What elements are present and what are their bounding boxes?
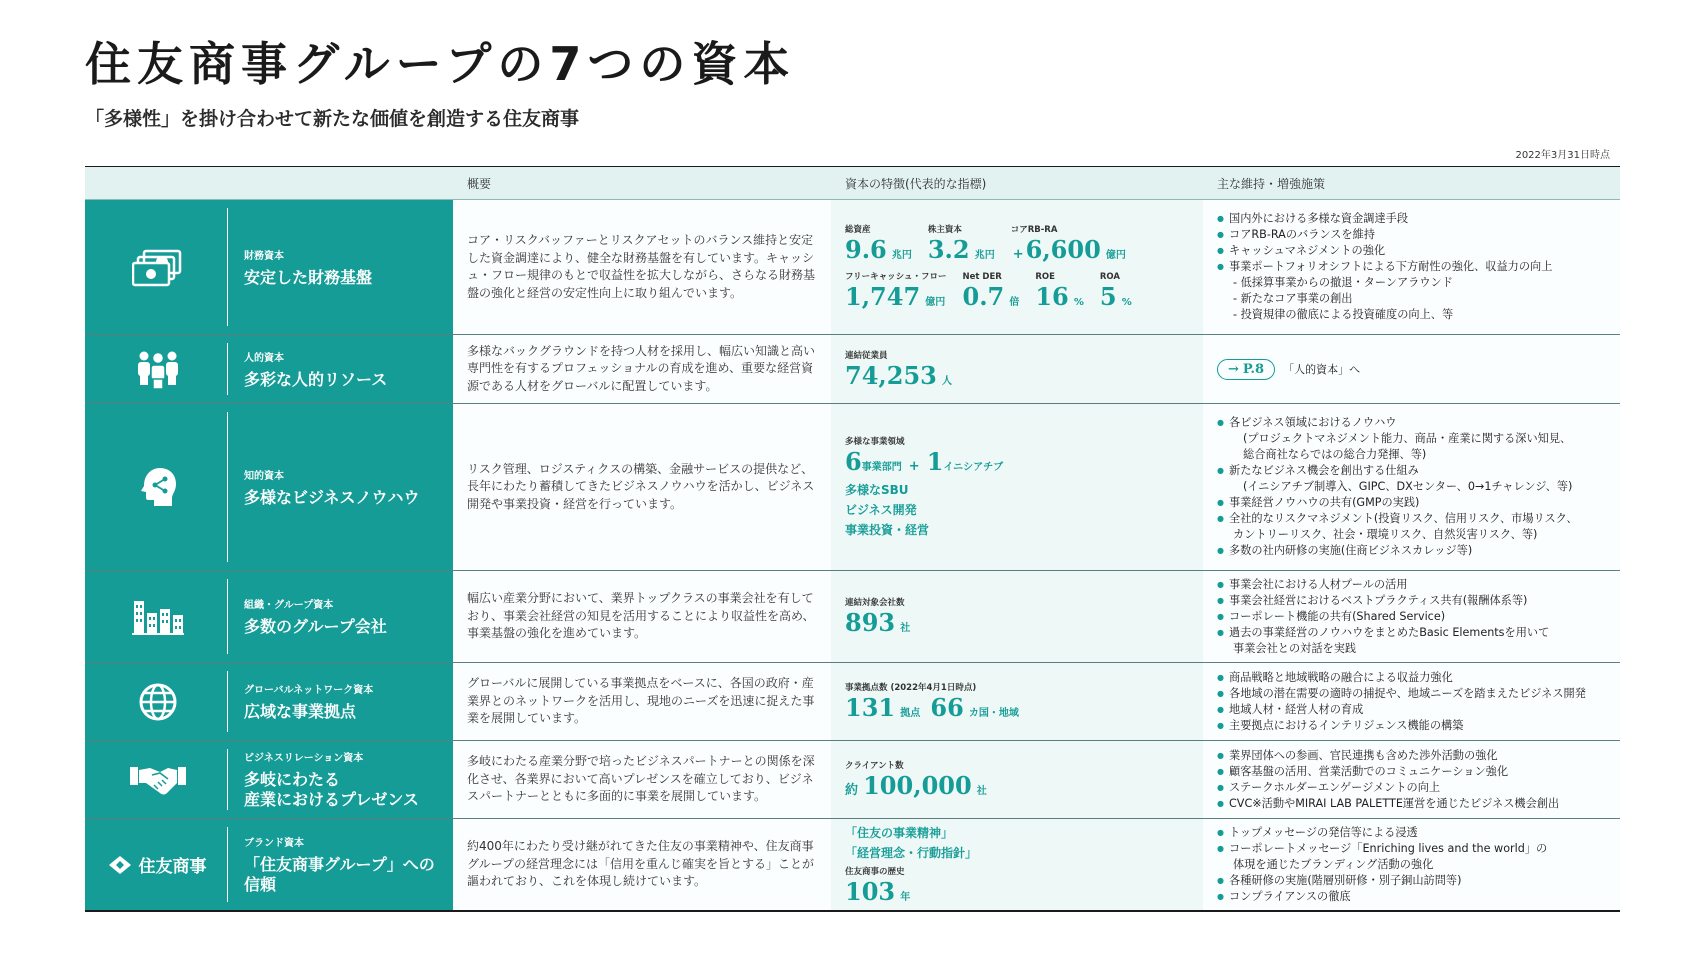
sumitomo-logo-icon bbox=[109, 856, 131, 874]
measure-item: - 低採算事業からの撤退・ターンアラウンド bbox=[1233, 276, 1453, 289]
measure-item: ● 事業会社経営におけるベストプラクティス共有(報酬体系等) bbox=[1217, 593, 1606, 609]
table-row-business-relation bbox=[85, 741, 1620, 819]
capital-kind: グローバルネットワーク資本 bbox=[244, 685, 374, 696]
page-subtitle: 「多様性」を掛け合わせて新たな価値を創造する住友商事 bbox=[85, 108, 580, 130]
measures-cell bbox=[1203, 819, 1620, 910]
measure-item: ● 事業会社における人材プールの活用 bbox=[1217, 577, 1606, 593]
measure-item: ● コーポレート機能の共有(Shared Service) bbox=[1217, 609, 1606, 625]
capital-kind: ブランド資本 bbox=[244, 838, 304, 849]
table-row-human bbox=[85, 335, 1620, 404]
measure-item: ● キャッシュマネジメントの強化 bbox=[1217, 243, 1606, 259]
overview-cell: 幅広い産業分野において、業界トップクラスの事業会社を有しており、事業会社経営の知見を活用することにより収益性を高め、事業基盤の強化を進めています。 bbox=[453, 571, 831, 662]
features-cell: 連結従業員 74,253 人 bbox=[831, 335, 1203, 403]
measure-item: (プロジェクトマネジメント能力、商品・産業に関する深い知見、 bbox=[1243, 432, 1572, 445]
table-row-intellectual bbox=[85, 404, 1620, 571]
buildings-icon bbox=[85, 599, 230, 635]
capital-kind: 人的資本 bbox=[244, 352, 284, 364]
capital-name: 「住友商事グループ」への 信頼 bbox=[244, 855, 435, 894]
measure-item: ● 地域人材・経営人材の育成 bbox=[1217, 702, 1606, 718]
capital-kind: ビジネスリレーション資本 bbox=[244, 753, 364, 764]
measure-item: 総合商社ならではの総合力発揮、等) bbox=[1243, 448, 1427, 461]
overview-cell: 約400年にわたり受け継がれてきた住友の事業精神や、住友商事グループの経営理念には「信用を重んじ確実を旨とする」ことが謳われており、これを体現し続けています。 bbox=[453, 819, 831, 910]
measure-item: - 投資規律の徹底による投資確度の向上、等 bbox=[1233, 308, 1454, 321]
capital-name: 多数のグループ会社 bbox=[244, 617, 387, 636]
capital-name: 広域な事業拠点 bbox=[244, 702, 357, 721]
overview-cell: リスク管理、ロジスティクスの構築、金融サービスの提供など、長年にわたり蓄積してきたビジネスノウハウを活かし、ビジネス開発や事業投資・経営を行っています。 bbox=[453, 404, 831, 570]
measure-item: - 新たなコア事業の創出 bbox=[1233, 292, 1353, 305]
header-measures: 主な維持・増強施策 bbox=[1217, 176, 1326, 191]
measure-item: ● CVC※活動やMIRAI LAB PALETTE運営を通じたビジネス機会創出 bbox=[1217, 796, 1606, 812]
measure-item: ● 各地域の潜在需要の適時の捕捉や、地域ニーズを踏まえたビジネス開発 bbox=[1217, 686, 1606, 702]
globe-icon bbox=[85, 682, 230, 722]
people-group-icon bbox=[85, 349, 230, 389]
measures-cell bbox=[1203, 741, 1620, 818]
measure-item: ● 商品戦略と地域戦略の融合による収益力強化 bbox=[1217, 670, 1606, 686]
header-features: 資本の特徴(代表的な指標) bbox=[845, 176, 987, 191]
measures-cell: → P.8 「人的資本」へ bbox=[1203, 335, 1620, 403]
head-network-icon bbox=[85, 466, 230, 508]
features-cell: 総資産 9.6 兆円 株主資本 3.2 兆円 コアRB-RA +6,600 億円 フリーキャッシュ・フロー 1,747 億円 Net DER 0.7 倍 ROE 16 % ROA 5 % bbox=[831, 200, 1203, 334]
features-cell: 多様な事業領域 6事業部門 + 1イニシアチブ 多様なSBU ビジネス開発 事業投資・経営 bbox=[831, 404, 1203, 570]
measure-item: ● コンプライアンスの徹底 bbox=[1217, 889, 1606, 905]
measure-item: ● 業界団体への参画、官民連携も含めた渉外活動の強化 bbox=[1217, 748, 1606, 764]
features-cell: クライアント数 約 100,000 社 bbox=[831, 741, 1203, 818]
capital-kind: 知的資本 bbox=[244, 470, 284, 482]
row-label bbox=[85, 404, 453, 570]
overview-cell: コア・リスクバッファーとリスクアセットのバランス維持と安定した資金調達により、健全な財務基盤を有しています。キャッシュ・フロー規律のもとで収益性を拡大しながら、さらなる財務基盤の強化と経営の安定性向上に取り組んでいます。 bbox=[453, 200, 831, 334]
measure-item: ● トップメッセージの発信等による浸透 bbox=[1217, 825, 1606, 841]
features-cell: 「住友の事業精神」 「経営理念・行動指針」 住友商事の歴史 103 年 bbox=[831, 819, 1203, 910]
measure-item: ● 多数の社内研修の実施(住商ビジネスカレッジ等) bbox=[1217, 543, 1606, 559]
capital-name: 多様なビジネスノウハウ bbox=[244, 487, 420, 507]
measure-item: ● 国内外における多様な資金調達手段 bbox=[1217, 211, 1606, 227]
measure-item: ● 事業経営ノウハウの共有(GMPの実践) bbox=[1217, 495, 1606, 511]
measure-item: 体現を通じたブランディング活動の強化 bbox=[1233, 857, 1434, 871]
features-cell: 連結対象会社数 893 社 bbox=[831, 571, 1203, 662]
measure-item: ● 事業ポートフォリオシフトによる下方耐性の強化、収益力の向上 bbox=[1217, 259, 1606, 275]
handshake-icon bbox=[85, 763, 230, 797]
measure-item: ● 全社的なリスクマネジメント(投資リスク、信用リスク、市場リスク、 bbox=[1217, 511, 1606, 527]
row-label bbox=[85, 819, 453, 910]
capital-name: 安定した財務基盤 bbox=[244, 267, 373, 287]
measures-cell bbox=[1203, 571, 1620, 662]
measures-cell bbox=[1203, 404, 1620, 570]
measure-item: ● 顧客基盤の活用、営業活動でのコミュニケーション強化 bbox=[1217, 764, 1606, 780]
money-stack-icon bbox=[85, 247, 230, 287]
measures-cell bbox=[1203, 200, 1620, 334]
page-title: 住友商事グループの7つの資本 bbox=[85, 37, 796, 91]
row-label bbox=[85, 571, 453, 662]
measure-item: ● 過去の事業経営のノウハウをまとめたBasic Elementsを用いて bbox=[1217, 625, 1606, 641]
table-row-financial bbox=[85, 200, 1620, 335]
header-overview: 概要 bbox=[467, 176, 492, 191]
page-reference-link[interactable]: → P.8 bbox=[1217, 359, 1275, 380]
row-label bbox=[85, 335, 453, 403]
measure-item: ● コーポレートメッセージ「Enriching lives and the world」の bbox=[1217, 841, 1606, 857]
capital-kind: 組織・グループ資本 bbox=[244, 600, 334, 611]
measures-cell bbox=[1203, 663, 1620, 740]
capital-kind: 財務資本 bbox=[244, 250, 284, 262]
overview-cell: グローバルに展開している事業拠点をベースに、各国の政府・産業界とのネットワークを活用し、現地のニーズを迅速に捉えた事業を展開しています。 bbox=[453, 663, 831, 740]
sumitomo-logo: 住友商事 bbox=[109, 852, 207, 877]
as-of-date: 2022年3月31日時点 bbox=[1515, 150, 1610, 161]
measure-item: カントリーリスク、社会・環境リスク、自然災害リスク、等) bbox=[1233, 528, 1538, 541]
features-cell: 事業拠点数 (2022年4月1日時点) 131 拠点 66 カ国・地域 bbox=[831, 663, 1203, 740]
capital-name: 多岐にわたる 産業におけるプレゼンス bbox=[244, 770, 419, 809]
measure-item: ● 主要拠点におけるインテリジェンス機能の構築 bbox=[1217, 718, 1606, 734]
table-row-global-network bbox=[85, 663, 1620, 741]
measure-item: ● ステークホルダーエンゲージメントの向上 bbox=[1217, 780, 1606, 796]
row-label bbox=[85, 741, 453, 818]
capital-table bbox=[85, 166, 1620, 912]
measure-item: (イニシアチブ制導入、GIPC、DXセンター、0→1チャレンジ、等) bbox=[1243, 480, 1573, 493]
capital-name: 多彩な人的リソース bbox=[244, 369, 388, 389]
row-label bbox=[85, 200, 453, 334]
measure-item: ● 新たなビジネス機会を創出する仕組み bbox=[1217, 463, 1606, 479]
table-header bbox=[85, 167, 1620, 200]
table-row-brand bbox=[85, 819, 1620, 912]
arrow-right-icon: → bbox=[1228, 361, 1239, 377]
row-label bbox=[85, 663, 453, 740]
overview-cell: 多様なバックグラウンドを持つ人材を採用し、幅広い知識と高い専門性を有するプロフェッショナルの育成を進め、重要な経営資源である人材をグローバルに配置しています。 bbox=[453, 335, 831, 403]
overview-cell: 多岐にわたる産業分野で培ったビジネスパートナーとの関係を深化させ、各業界において高いプレゼンスを確立しており、ビジネスパートナーとともに多面的に事業を展開しています。 bbox=[453, 741, 831, 818]
table-row-organization bbox=[85, 571, 1620, 663]
measure-item: ● コアRB-RAのバランスを維持 bbox=[1217, 227, 1606, 243]
measure-item: ● 各種研修の実施(階層別研修・別子銅山訪問等) bbox=[1217, 873, 1606, 889]
measure-item: ● 各ビジネス領域におけるノウハウ bbox=[1217, 415, 1606, 431]
measure-item: 事業会社との対話を実践 bbox=[1233, 641, 1357, 655]
